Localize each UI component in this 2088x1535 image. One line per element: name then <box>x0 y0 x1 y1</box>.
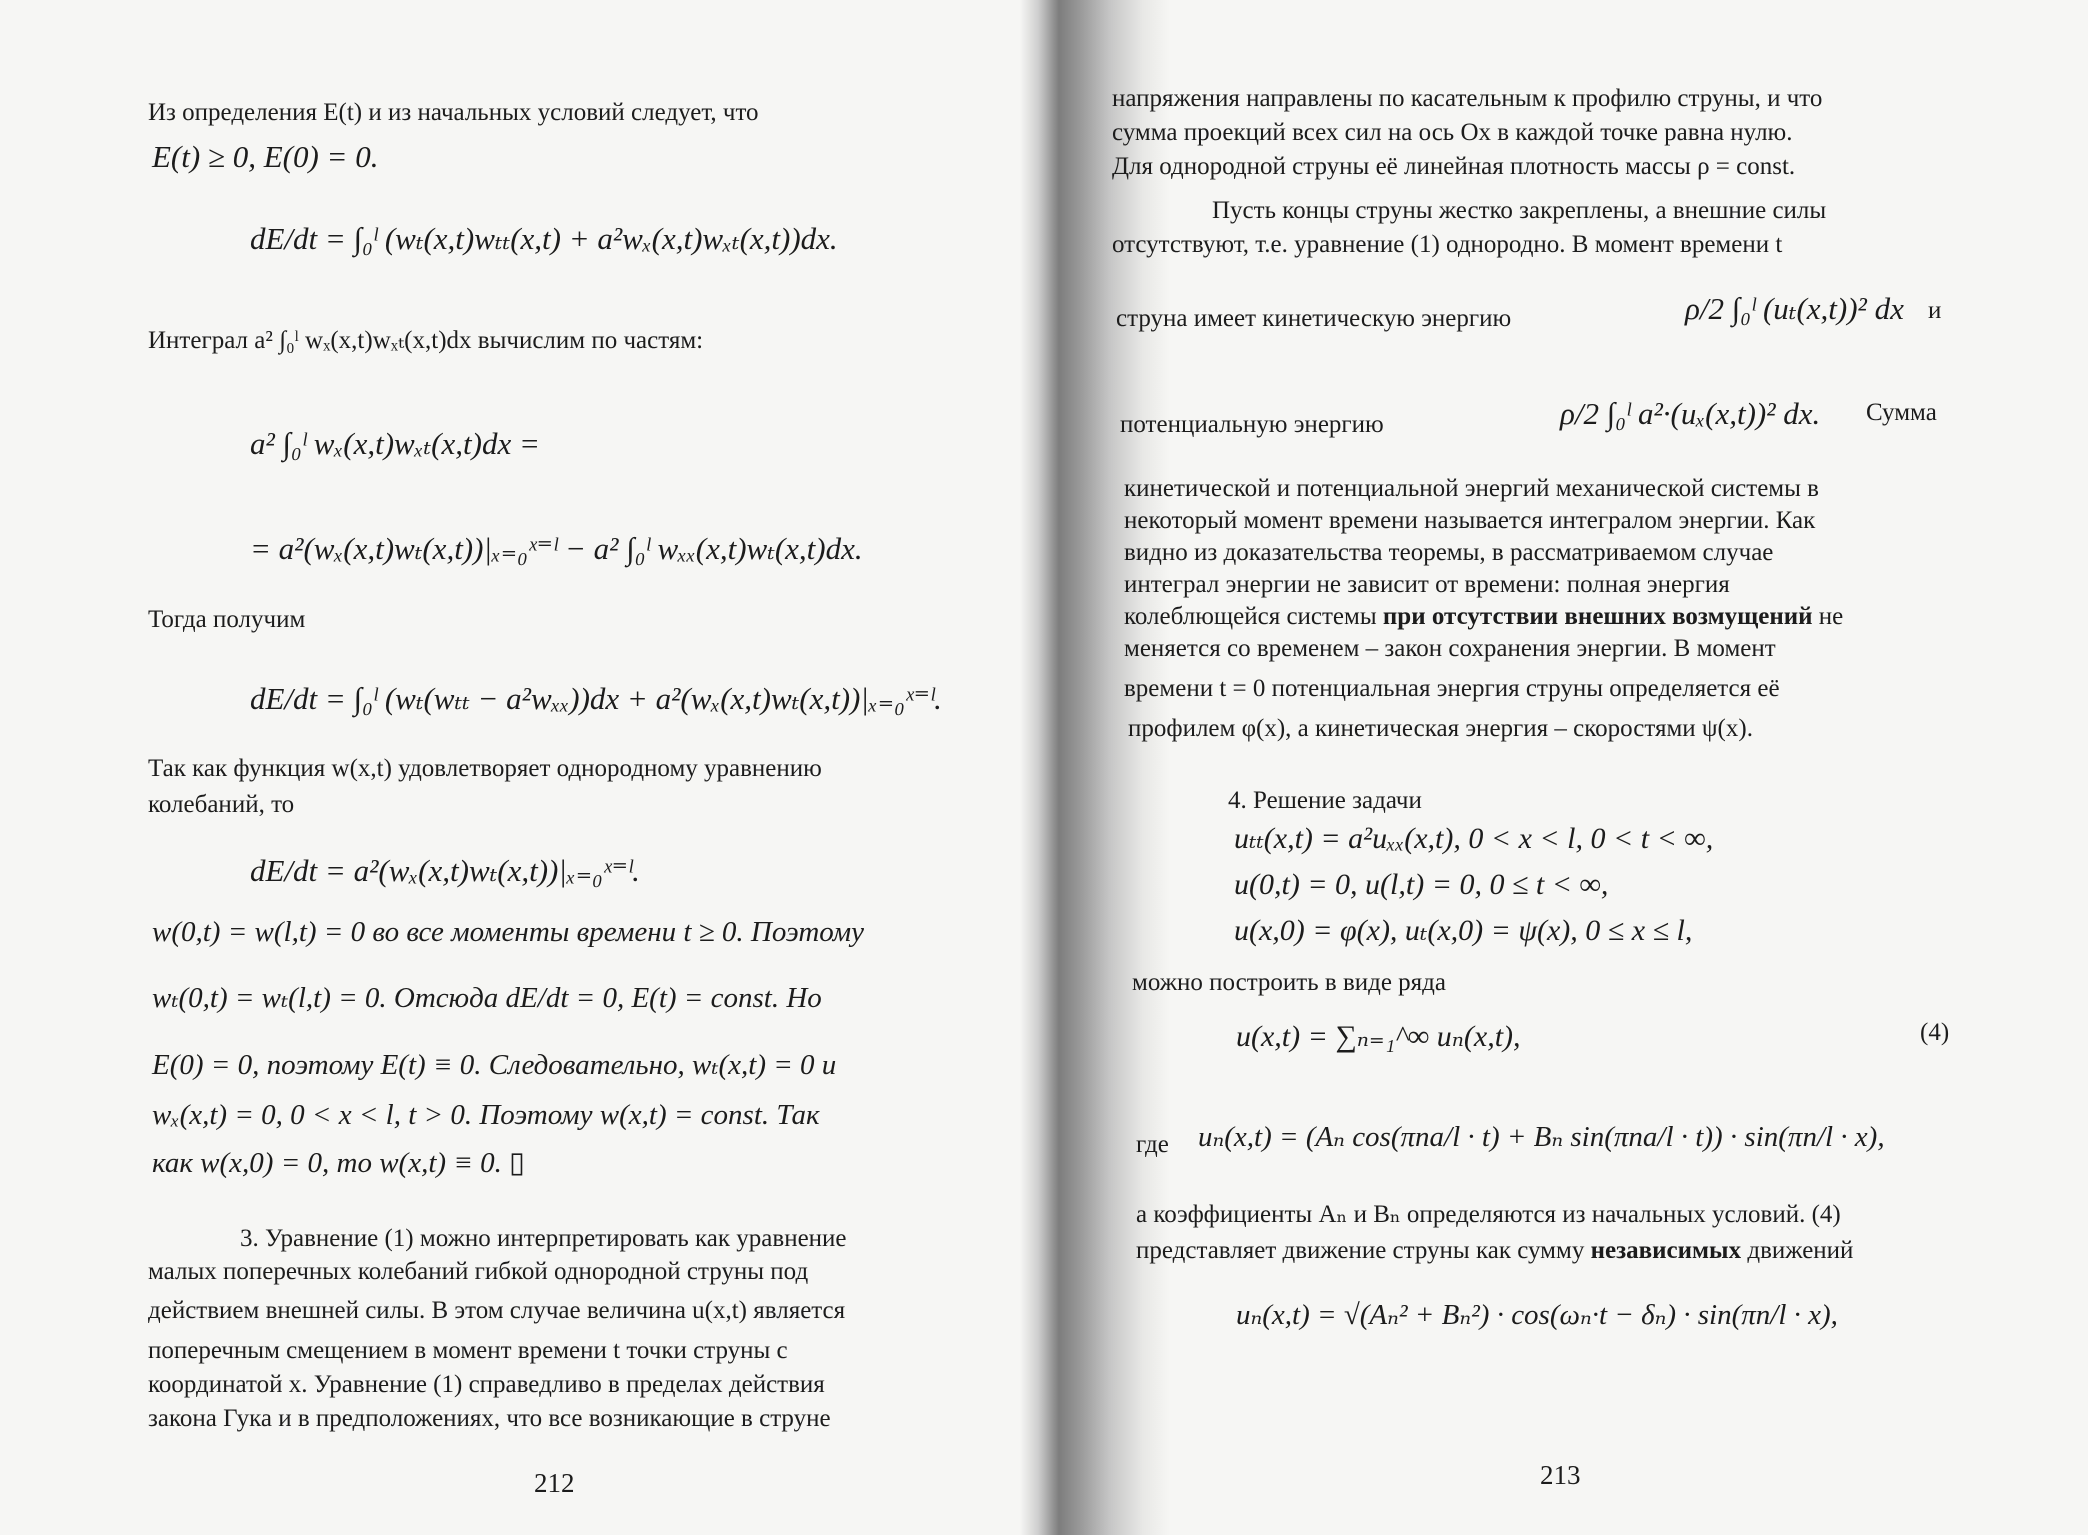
para3-line-5: координатой x. Уравнение (1) справедливо в пределах действия <box>148 1371 825 1398</box>
equation-by-parts-2: = a²(wₓ(x,t)wₜ(x,t))|ₓ₌₀ˣ⁼ˡ − a² ∫₀ˡ wₓₓ(x,t)wₜ(x,t)dx. <box>250 531 863 566</box>
para3-line-1: 3. Уравнение (1) можно интерпретировать как уравнение <box>240 1225 847 1252</box>
equation-result: dE/dt = a²(wₓ(x,t)wₜ(x,t))|ₓ₌₀ˣ⁼ˡ. <box>250 853 640 888</box>
bc-line-4: wₓ(x,t) = 0, 0 < x < l, t > 0. Поэтому w(x,t) = const. Так <box>152 1099 820 1131</box>
page-number-right: 213 <box>1540 1460 1581 1490</box>
integral-by-parts-line: Интеграл a² ∫₀ˡ wₓ(x,t)wₓₜ(x,t)dx вычислим по частям: <box>148 327 704 354</box>
series-intro: можно построить в виде ряда <box>1132 969 1447 996</box>
equation-number-4: (4) <box>1920 1019 1950 1046</box>
bc-line-2: wₜ(0,t) = wₜ(l,t) = 0. Отсюда dE/dt = 0, E(t) = const. Но <box>152 982 822 1014</box>
energy-line-1: кинетической и потенциальной энергий механической системы в <box>1124 475 1819 502</box>
right-para-line-2: отсутствуют, т.е. уравнение (1) однородно. В момент времени t <box>1112 231 1783 258</box>
equation-by-parts-1: a² ∫₀ˡ wₓ(x,t)wₓₜ(x,t)dx = <box>250 426 540 461</box>
equation-boundary: u(0,t) = 0, u(l,t) = 0, 0 ≤ t < ∞, <box>1234 868 1609 901</box>
energy-line-6: меняется со временем – закон сохранения энергии. В момент <box>1124 635 1776 662</box>
right-para-line-1: Пусть концы струны жестко закреплены, а внешние силы <box>1212 197 1827 224</box>
potential-line: потенциальную энергию <box>1120 411 1384 438</box>
para3-line-6: закона Гука и в предположениях, что все возникающие в струне <box>148 1405 831 1432</box>
since-line-1: Так как функция w(x,t) удовлетворяет однородному уравнению <box>148 755 822 782</box>
kinetic-and: и <box>1928 297 1942 324</box>
equation-series: u(x,t) = ∑ₙ₌₁^∞ uₙ(x,t), <box>1236 1020 1521 1053</box>
right-top-line-2: сумма проекций всех сил на ось Ox в каждой точке равна нулю. <box>1112 119 1793 146</box>
independent-line: представляет движение струны как сумму независимых движений <box>1136 1237 1854 1264</box>
energy-line-3: видно из доказательства теоремы, в рассматриваемом случае <box>1124 539 1774 566</box>
energy-line-4: интеграл энергии не зависит от времени: полная энергия <box>1124 571 1730 598</box>
para3-line-2: малых поперечных колебаний гибкой однородной струны под <box>148 1258 809 1285</box>
kinetic-line: струна имеет кинетическую энергию <box>1116 305 1512 332</box>
coeff-line: а коэффициенты Aₙ и Bₙ определяются из начальных условий. (4) <box>1136 1201 1841 1228</box>
equation-then: dE/dt = ∫₀ˡ (wₜ(wₜₜ − a²wₓₓ))dx + a²(wₓ(x,t)wₜ(x,t))|ₓ₌₀ˣ⁼ˡ. <box>250 681 942 716</box>
section-4-title: 4. Решение задачи <box>1228 787 1422 814</box>
equation-wave: uₜₜ(x,t) = a²uₓₓ(x,t), 0 < x < l, 0 < t < ∞, <box>1234 822 1714 855</box>
equation-un: uₙ(x,t) = (Aₙ cos(πna/l · t) + Bₙ sin(πna/l · t)) · sin(πn/l · x), <box>1198 1121 1885 1153</box>
potential-formula: ρ/2 ∫₀ˡ a²·(uₓ(x,t))² dx. <box>1560 396 1821 431</box>
bc-line-5: как w(x,0) = 0, то w(x,t) ≡ 0. ▯ <box>152 1147 526 1179</box>
kinetic-formula: ρ/2 ∫₀ˡ (uₜ(x,t))² dx <box>1685 291 1904 326</box>
right-top-line-1: напряжения направлены по касательным к профилю струны, и что <box>1112 85 1823 112</box>
then-get-line: Тогда получим <box>148 606 306 633</box>
right-top-line-3: Для однородной струны её линейная плотность массы ρ = const. <box>1112 153 1796 180</box>
bc-line-1: w(0,t) = w(l,t) = 0 во все моменты времени t ≥ 0. Поэтому <box>152 916 865 948</box>
para3-line-4: поперечным смещением в момент времени t точки струны с <box>148 1337 788 1364</box>
energy-line-5: колеблющейся системы при отсутствии внешних возмущений не <box>1124 603 1844 630</box>
energy-line-7: времени t = 0 потенциальная энергия струны определяется её <box>1124 675 1780 702</box>
potential-sum: Сумма <box>1866 399 1937 426</box>
energy-line-2: некоторый момент времени называется интегралом энергии. Как <box>1124 507 1816 534</box>
equation-amplitude: uₙ(x,t) = √(Aₙ² + Bₙ²) · cos(ωₙ·t − δₙ) · sin(πn/l · x), <box>1236 1299 1838 1331</box>
page-number-left: 212 <box>534 1468 575 1498</box>
equation-dE-dt: dE/dt = ∫₀ˡ (wₜ(x,t)wₜₜ(x,t) + a²wₓ(x,t)wₓₜ(x,t))dx. <box>250 221 838 256</box>
intro-line-1: Из определения E(t) и из начальных условий следует, что <box>148 99 759 126</box>
energy-bold-phrase: при отсутствии внешних возмущений <box>1382 603 1813 630</box>
profile-line: профилем φ(x), а кинетическая энергия – скоростями ψ(x). <box>1128 715 1753 742</box>
intro-line-2: E(t) ≥ 0, E(0) = 0. <box>152 139 379 174</box>
independent-bold: независимых <box>1590 1237 1742 1264</box>
para3-line-3: действием внешней силы. В этом случае величина u(x,t) является <box>148 1297 846 1324</box>
where-label: где <box>1136 1131 1169 1158</box>
since-line-2: колебаний, то <box>148 791 295 818</box>
equation-initial: u(x,0) = φ(x), uₜ(x,0) = ψ(x), 0 ≤ x ≤ l, <box>1234 914 1693 947</box>
bc-line-3: E(0) = 0, поэтому E(t) ≡ 0. Следовательно, wₜ(x,t) = 0 и <box>152 1049 837 1081</box>
